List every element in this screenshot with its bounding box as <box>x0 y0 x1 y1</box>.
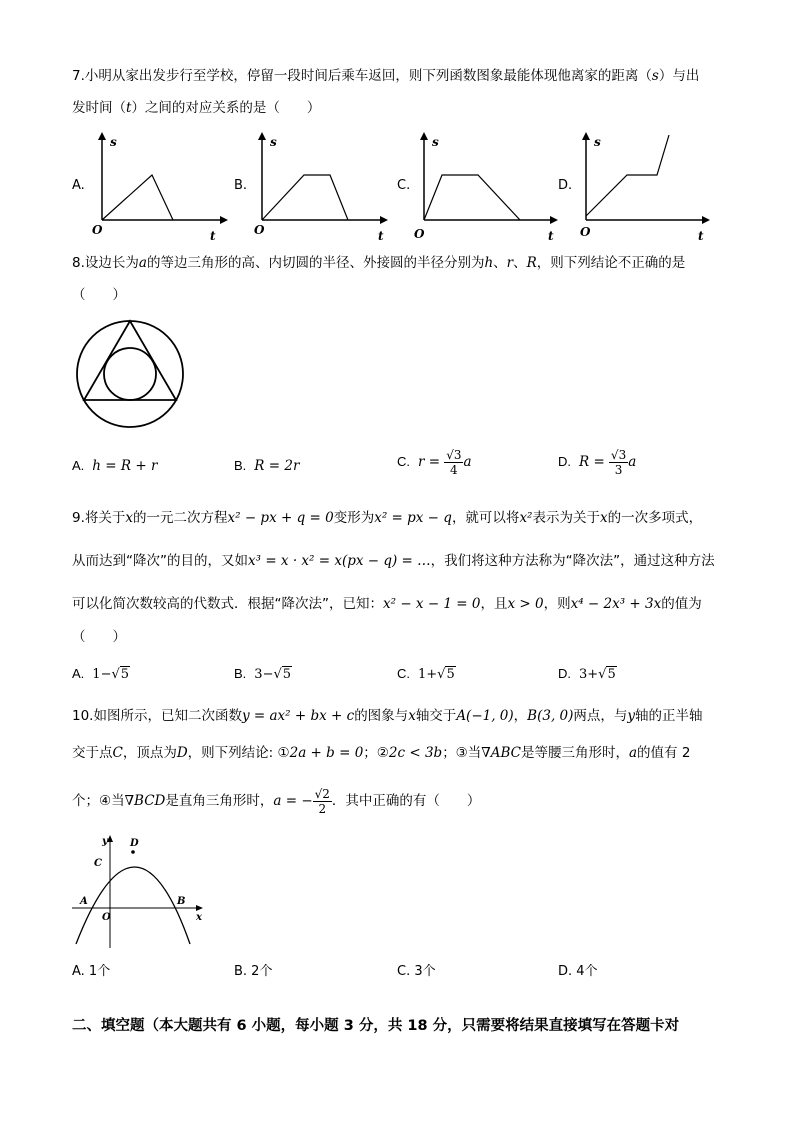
fraction <box>609 448 628 477</box>
q8-stem-line2: （ ） <box>72 287 126 303</box>
q10-text: ；② <box>363 745 389 761</box>
q9-text: 从而达到“降次”的目的，又如 <box>72 553 248 569</box>
q9-option-a: A. 1−√5 <box>72 666 130 682</box>
option-label: D. <box>558 666 571 681</box>
q7-option-c-label: C. <box>397 178 411 193</box>
point-b: B(3, 0) <box>527 708 574 724</box>
q7-option-b-label: B. <box>234 178 248 193</box>
q10-text: 的值有 2 <box>637 745 691 761</box>
q10-option-c: C. 3个 <box>397 964 436 979</box>
q9-option-d: D. 3+√5 <box>558 666 616 682</box>
var-y: y <box>627 708 636 724</box>
label-o: O <box>102 912 111 923</box>
circumcircle <box>77 321 183 427</box>
q9-text: ，则 <box>543 596 571 612</box>
q9-text: 可以化简次数较高的代数式．根据“降次法”，已知： <box>72 596 383 612</box>
q10-line2 <box>72 743 690 763</box>
axis-label-s: s <box>594 135 601 149</box>
option-label: A. <box>72 458 85 473</box>
label-x: x <box>196 912 202 923</box>
q9-text: 的值为 <box>661 596 702 612</box>
q9-text: ，就可以将 <box>451 510 520 526</box>
q9-line4: （ ） <box>72 629 126 645</box>
option-expr: 1+ <box>418 667 438 682</box>
q8-stem-line1 <box>72 253 685 273</box>
equation: x³ = x · x² = x(px − q) = … <box>248 553 431 569</box>
var-s: s <box>651 68 659 84</box>
graph-line <box>262 175 348 220</box>
option-label: C. <box>397 666 410 681</box>
equation: x² − px + q = 0 <box>227 510 334 526</box>
q9-text: 的一次多项式， <box>607 510 703 526</box>
triangle-abc: ∇ABC <box>481 745 521 761</box>
q10-text: 交于点 <box>72 745 113 761</box>
option-expr: 1− <box>92 667 112 682</box>
q8-option-d <box>558 448 636 477</box>
x-axis-arrow <box>196 905 203 911</box>
equation: x > 0 <box>507 596 544 612</box>
q10-option-d: D. 4个 <box>558 964 598 979</box>
q10-text: ，则下列结论: ① <box>187 745 290 761</box>
graph-line <box>424 175 520 220</box>
q9-line1 <box>72 508 702 528</box>
parabola <box>76 867 190 944</box>
var-x: x <box>408 708 416 724</box>
q7-option-a-label: A. <box>72 178 85 193</box>
label-y: y <box>102 836 108 847</box>
option-label: B. <box>234 666 247 681</box>
q10-text: 的图象与 <box>354 708 409 724</box>
x-axis-arrow <box>220 216 228 224</box>
q10-line1 <box>72 706 703 726</box>
q7-graph-b <box>250 128 390 244</box>
axis-label-s: s <box>110 135 117 149</box>
q10-text: ；③当 <box>442 745 482 761</box>
axis-label-s: s <box>432 135 439 149</box>
var-a: a <box>628 745 638 761</box>
axis-label-s: s <box>270 135 277 149</box>
triangle-bcd: ∇BCD <box>124 793 166 809</box>
label-b: B <box>177 896 186 907</box>
q7-graph-d <box>574 128 714 244</box>
q10-text: ， <box>513 708 528 724</box>
q10-text: 是直角三角形时， <box>165 793 274 809</box>
equation-lhs: a = − <box>273 793 313 809</box>
var-x: x <box>599 510 608 526</box>
q10-line3 <box>72 786 480 816</box>
q10-text: 个；④当 <box>72 793 125 809</box>
graph-line <box>102 175 173 220</box>
label-d: D <box>130 838 139 849</box>
y-axis-arrow <box>258 132 266 140</box>
y-axis-arrow <box>107 835 113 842</box>
y-axis-arrow <box>582 132 590 140</box>
q9-text: 9.将关于 <box>72 510 126 526</box>
option-expr: 3− <box>254 667 274 682</box>
q9-line3 <box>72 594 702 614</box>
var-a: a <box>138 255 147 271</box>
option-expr-tail: a <box>628 454 637 470</box>
fraction <box>313 787 332 816</box>
fraction-denominator: 3 <box>614 463 623 477</box>
option-expr-lhs: R = <box>579 454 605 470</box>
point-d: D <box>176 745 188 761</box>
var-R: R <box>526 255 537 271</box>
label-c: C <box>94 858 102 869</box>
fraction-numerator: √2 <box>314 786 330 801</box>
q10-text: 是等腰三角形时， <box>520 745 629 761</box>
incircle <box>104 348 156 400</box>
fraction-denominator: 2 <box>318 801 327 816</box>
var-r: r <box>506 255 514 271</box>
x-axis-arrow <box>550 216 558 224</box>
q10-option-a: A. 1个 <box>72 964 111 979</box>
q8-text: 8.设边长为 <box>72 255 139 271</box>
q7-option-d-label: D. <box>558 178 573 193</box>
option-expr: R = 2r <box>254 458 300 474</box>
q8-option-a <box>72 456 157 477</box>
equation: x⁴ − 2x³ + 3x <box>570 596 662 612</box>
q9-line2 <box>72 551 715 571</box>
radicand: 5 <box>607 667 616 682</box>
x-axis-arrow <box>380 216 388 224</box>
q10-text: 10.如图所示，已知二次函数 <box>72 708 242 724</box>
option-expr-tail: a <box>463 454 472 470</box>
option-expr-lhs: r = <box>418 454 441 470</box>
equation: x² = px − q <box>374 510 452 526</box>
fraction-numerator: √3 <box>610 448 627 462</box>
equation: 2c < 3b <box>388 745 443 761</box>
vertex-dot <box>131 850 135 854</box>
var-t: t <box>126 100 132 116</box>
axis-label-t: t <box>210 229 216 243</box>
q8-sep: 、 <box>513 255 527 271</box>
fraction <box>444 448 463 477</box>
option-label: C. <box>397 454 410 469</box>
q7-text: 发时间（ <box>72 100 126 116</box>
q10-text: 轴的正半轴 <box>635 708 703 724</box>
var-h: h <box>484 255 494 271</box>
option-label: D. <box>558 454 571 469</box>
equation: y = ax² + bx + c <box>241 708 355 724</box>
option-label: A. <box>72 666 85 681</box>
q9-option-b: B. 3−√5 <box>234 666 292 682</box>
equation: 2a + b = 0 <box>289 745 364 761</box>
axis-label-t: t <box>548 229 554 243</box>
var-x: x <box>125 510 134 526</box>
q10-text: ，顶点为 <box>122 745 177 761</box>
fraction-numerator: √3 <box>446 448 462 462</box>
q9-text: 的一元二次方程 <box>133 510 228 526</box>
fraction-denominator: 4 <box>450 463 458 477</box>
axis-label-t: t <box>378 229 384 243</box>
q9-text: ，且 <box>480 596 508 612</box>
section-2-heading: 二、填空题（本大题共有 6 小题，每小题 3 分，共 18 分，只需要将结果直接填写在答题卡对 <box>72 1018 680 1034</box>
q10-text: 轴交于 <box>415 708 457 724</box>
option-label: B. <box>234 458 247 473</box>
q8-option-b <box>234 456 299 477</box>
y-axis-arrow <box>420 132 428 140</box>
q7-graph-a <box>90 128 230 244</box>
origin-label: O <box>580 225 591 239</box>
origin-label: O <box>254 223 265 237</box>
origin-label: O <box>414 227 425 241</box>
q7-text: ）之间的对应关系的是（ ） <box>131 100 321 116</box>
label-a: A <box>80 896 88 907</box>
q8-text: ，则下列结论不正确的是 <box>536 255 686 271</box>
q10-text: ．其中正确的有（ ） <box>331 793 481 809</box>
q7-text: ）与出 <box>658 68 700 84</box>
q8-figure-circle-triangle <box>74 318 186 430</box>
option-expr: 3+ <box>579 667 599 682</box>
equation: x² <box>519 510 533 526</box>
point-c: C <box>112 745 123 761</box>
q10-option-b: B. 2个 <box>234 964 273 979</box>
q10-parabola-figure <box>68 832 218 950</box>
q9-text: 表示为关于 <box>532 510 600 526</box>
q7-graph-c <box>412 128 562 244</box>
x-axis-arrow <box>702 216 710 224</box>
equation: x² − x − 1 = 0 <box>383 596 481 612</box>
axis-label-t: t <box>698 229 704 243</box>
q7-text: 7.小明从家出发步行至学校，停留一段时间后乘车返回，则下列函数图象最能体现他离家的距离（ <box>72 68 652 84</box>
q9-option-c: C. 1+√5 <box>397 666 455 682</box>
q8-option-c <box>397 448 472 477</box>
q8-sep: 、 <box>493 255 507 271</box>
q9-text: ，我们将这种方法称为“降次法”，通过这种方法 <box>430 553 715 569</box>
radicand: 5 <box>282 667 292 682</box>
option-expr: h = R + r <box>92 458 158 474</box>
q9-text: 变形为 <box>333 510 375 526</box>
y-axis-arrow <box>98 132 106 140</box>
q7-stem-line2 <box>72 98 320 118</box>
radicand: 5 <box>120 667 130 682</box>
q10-text: 两点，与 <box>573 708 628 724</box>
point-a: A(−1, 0) <box>456 708 514 724</box>
origin-label: O <box>92 223 103 237</box>
q8-text: 的等边三角形的高、内切圆的半径、外接圆的半径分别为 <box>146 255 485 271</box>
q7-stem-line1 <box>72 66 699 86</box>
radicand: 5 <box>446 667 455 682</box>
